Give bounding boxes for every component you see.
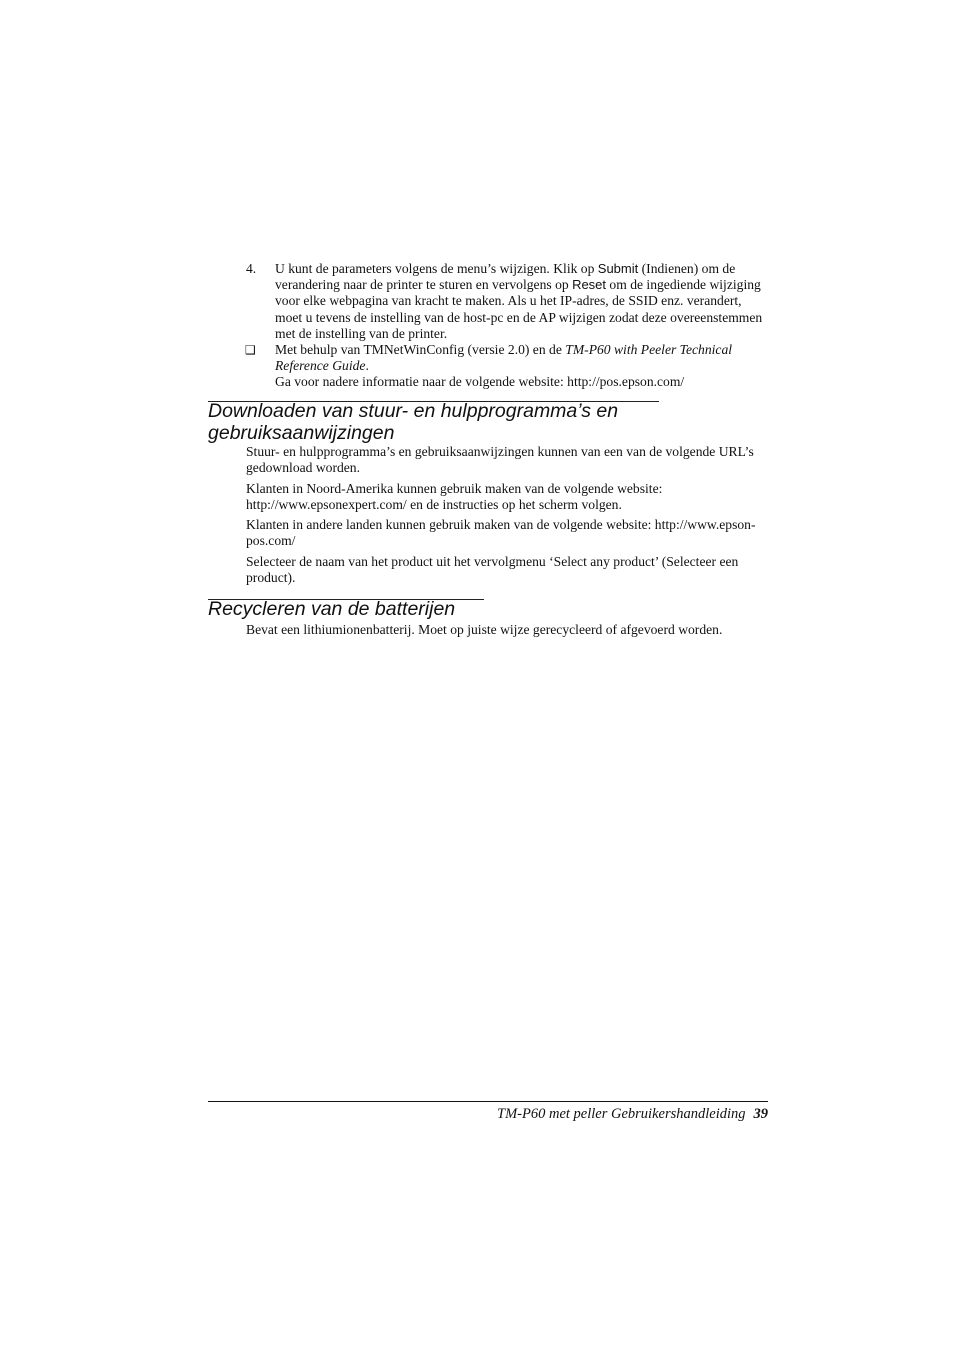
- submit-label: Submit: [597, 261, 639, 276]
- footer-rule: [208, 1101, 768, 1102]
- paragraph: Selecteer de naam van het product uit het vervolgmenu ‘Select any product’ (Selecteer een product).: [246, 554, 739, 586]
- paragraph: Bevat een lithiumionenbatterij. Moet op juiste wijze gerecycleerd of afgevoerd worden.: [246, 622, 723, 637]
- website-line: Ga voor nadere informatie naar de volgende website: http://pos.epson.com/: [275, 374, 685, 390]
- reference-guide-title: TM-P60 with Peeler Technical Reference Guide: [275, 342, 733, 374]
- page-footer: [208, 1106, 768, 1123]
- paragraph: Klanten in Noord-Amerika kunnen gebruik maken van de volgende website: http://www.epsonexpert.com/ en de instructies op het scherm volgen.: [246, 481, 663, 513]
- section-heading-download: Downloaden van stuur- en hulpprogramma’s en gebruiksaanwijzingen: [208, 400, 619, 444]
- paragraph: Klanten in andere landen kunnen gebruik maken van de volgende website: http://www.epson-pos.com/: [246, 517, 756, 549]
- manual-title: TM-P60 met peller Gebruikershandleiding: [497, 1106, 746, 1122]
- step-number: 4.: [246, 261, 257, 276]
- checkbox-bullet-icon: ❑: [245, 343, 256, 357]
- step-text: U kunt de parameters volgens de menu’s wijzigen. Klik op Submit (Indienen) om de verandering naar de printer te sturen en vervolgens op Reset om de ingediende wijziging voor elke webpagina van kracht te maken. Als u het IP-adres, de SSID enz. verandert, moet u tevens de instelling van de host-pc en de AP wijzigen zodat deze overeenstemmen met de instelling van de printer.: [275, 261, 763, 341]
- page-number: 39: [753, 1106, 768, 1122]
- bullet-text: Met behulp van TMNetWinConfig (versie 2.0) en de TM-P60 with Peeler Technical Reference Guide. Ga voor nadere informatie naar de volgende website: http://pos.epson.com/: [275, 342, 733, 390]
- reset-label: Reset: [572, 277, 607, 293]
- section-heading-recycle: Recycleren van de batterijen: [208, 598, 456, 620]
- paragraph: Stuur- en hulpprogramma’s en gebruiksaanwijzingen kunnen van een van de volgende URL’s gedownload worden.: [246, 444, 754, 476]
